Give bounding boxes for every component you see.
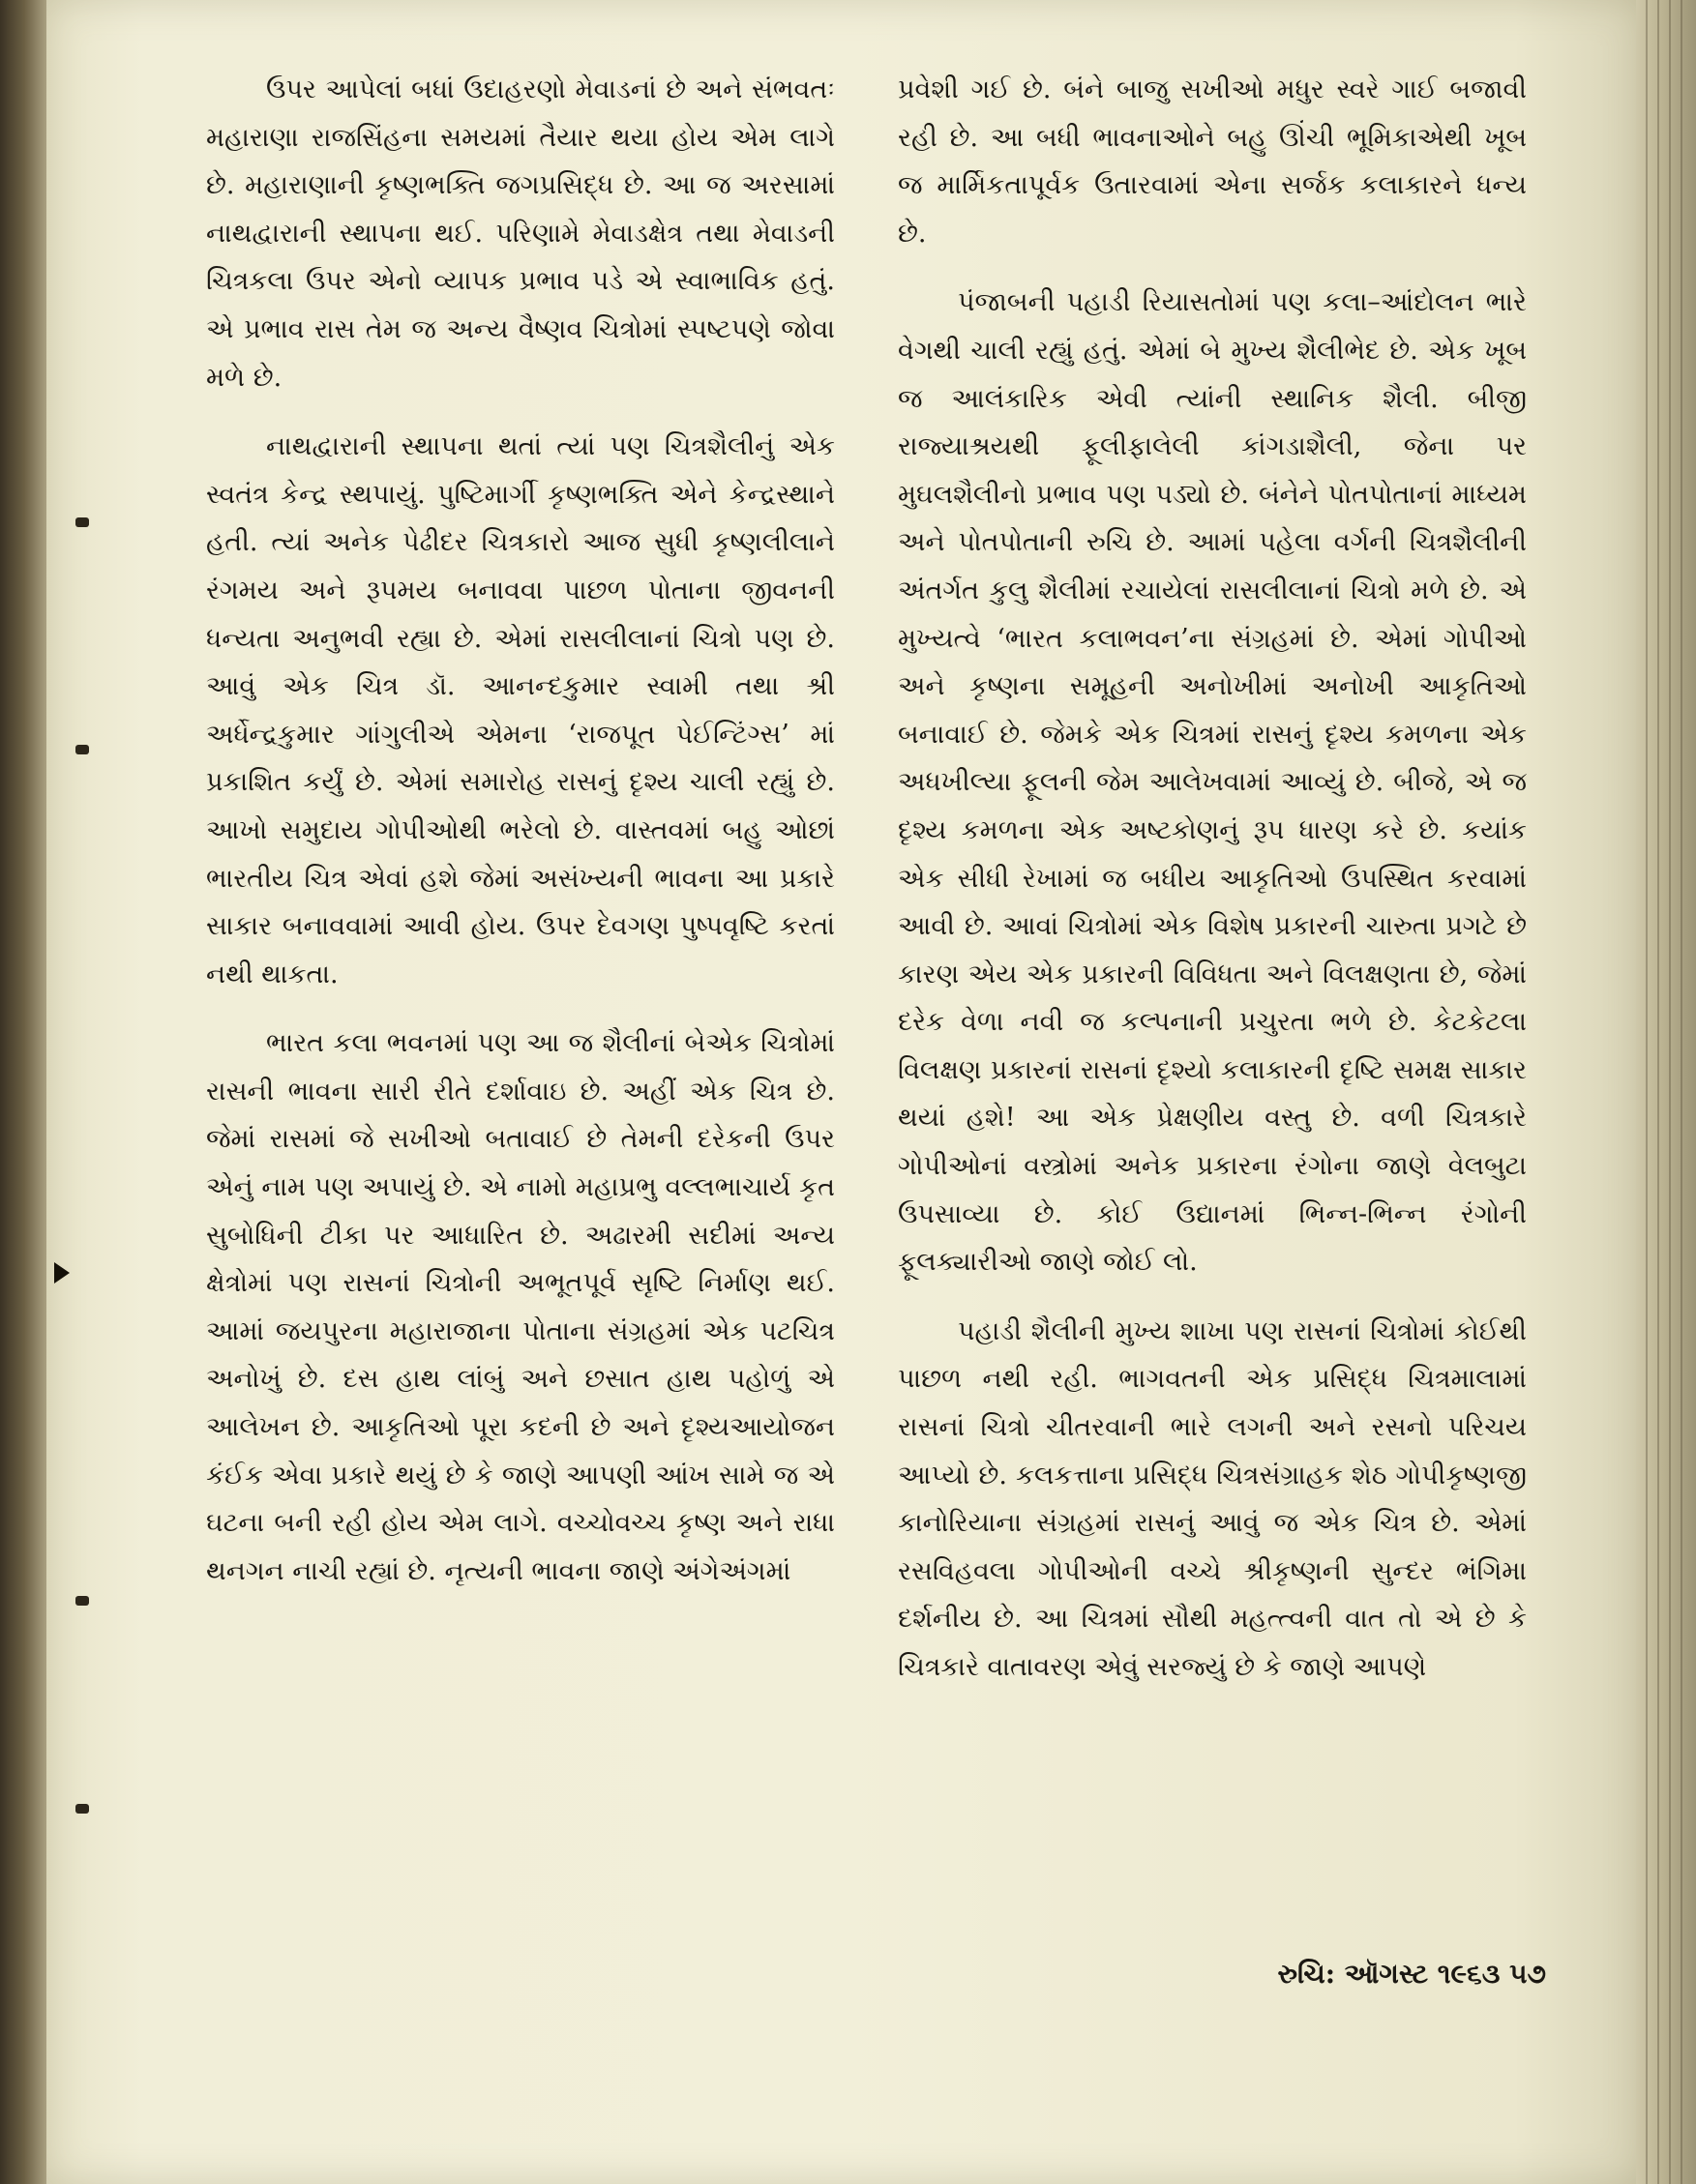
paragraph: પ્રવેશી ગઈ છે. બંને બાજુ સખીઓ મધુર સ્વરે ગાઈ બજાવી રહી છે. આ બધી ભાવનાઓને બહુ ઊંચી ભૂમિકાએથી ખૂબ જ માર્મિકતાપૂર્વક ઉતારવામાં એના સર્જક કલાકારને ધન્ય છે. — [898, 74, 1527, 249]
paragraph: ભારત કલા ભવનમાં પણ આ જ શૈલીનાં બેએક ચિત્રોમાં રાસની ભાવના સારી રીતે દર્શાવાઇ છે. અહીં એક ચિત્ર છે. જેમાં રાસમાં જે સખીઓ બતાવાઈ છે તેમની દરેકની ઉપર એનું નામ પણ અપાયું છે. એ નામો મહાપ્રભુ વલ્લભાચાર્ય કૃત સુબોધિની ટીકા પર આધારિત છે. અઢારમી સદીમાં અન્ય ક્ષેત્રોમાં પણ રાસનાં ચિત્રોની અભૂતપૂર્વ સૃષ્ટિ નિર્માણ થઈ. આમાં જયપુરના મહારાજાના પોતાના સંગ્રહમાં એક પટચિત્ર અનોખું છે. દસ હાથ લાંબું અને છસાત હાથ પહોળું એ આલેખન છે. આકૃતિઓ પૂરા કદની છે અને દૃશ્યઆયોજન કંઈક એવા પ્રકારે થયું છે કે જાણે આપણી આંખ સામે જ એ ઘટના બની રહી હોય એમ લાગે. વચ્ચોવચ્ચ કૃષ્ણ અને રાધા થનગન નાચી રહ્યાં છે. નૃત્યની ભાવના જાણે અંગેઅંગમાં — [206, 1028, 835, 1586]
paragraph: પંજાબની પહાડી રિયાસતોમાં પણ કલા–આંદોલન ભારે વેગથી ચાલી રહ્યું હતું. એમાં બે મુખ્ય શૈલીભેદ છે. એક ખૂબ જ આલંકારિક એવી ત્યાંની સ્થાનિક શૈલી. બીજી રાજ્યાશ્રયથી ફૂલીફાલેલી કાંગડાશૈલી, જેના પર મુઘલશૈલીનો પ્રભાવ પણ પડ્યો છે. બંનેને પોતપોતાનાં માધ્યમ અને પોતપોતાની રુચિ છે. આમાં પહેલા વર્ગની ચિત્રશૈલીની અંતર્ગત કુલુ શૈલીમાં રચાયેલાં રાસલીલાનાં ચિત્રો મળે છે. એ મુખ્યત્વે ‘ભારત કલાભવન’ના સંગ્રહમાં છે. એમાં ગોપીઓ અને કૃષ્ણના સમૂહની અનોખીમાં અનોખી આકૃતિઓ બનાવાઈ છે. જેમકે એક ચિત્રમાં રાસનું દૃશ્ય કમળના એક અધખીલ્યા ફૂલની જેમ આલેખવામાં આવ્યું છે. બીજે, એ જ દૃશ્ય કમળના એક અષ્ટકોણનું રૂપ ધારણ કરે છે. કયાંક એક સીધી રેખામાં જ બધીય આકૃતિઓ ઉપસ્થિત કરવામાં આવી છે. આવાં ચિત્રોમાં એક વિશેષ પ્રકારની ચારુતા પ્રગટે છે કારણ એય એક પ્રકારની વિવિધતા અને વિલક્ષણતા છે, જેમાં દરેક વેળા નવી જ કલ્પનાની પ્રચુરતા ભળે છે. કેટકેટલા વિલક્ષણ પ્રકારનાં રાસનાં દૃશ્યો કલાકારની દૃષ્ટિ સમક્ષ સાકાર થયાં હશે! આ એક પ્રેક્ષણીય વસ્તુ છે. વળી ચિત્રકારે ગોપીઓનાં વસ્ત્રોમાં અનેક પ્રકારના રંગોના જાણે વેલબુટા ઉપસાવ્યા છે. કોઈ ઉદ્યાનમાં ભિન્ન-ભિન્ન રંગોની ફૂલક્યારીઓ જાણે જોઈ લો. — [898, 287, 1527, 1278]
paragraph: પહાડી શૈલીની મુખ્ય શાખા પણ રાસનાં ચિત્રોમાં કોઈથી પાછળ નથી રહી. ભાગવતની એક પ્રસિદ્ધ ચિત્રમાલામાં રાસનાં ચિત્રો ચીતરવાની ભારે લગની અને રસનો પરિચય આપ્યો છે. કલકત્તાના પ્રસિદ્ધ ચિત્રસંગ્રાહક શેઠ ગોપીકૃષ્ણજી કાનોરિયાના સંગ્રહમાં રાસનું આવું જ એક ચિત્ર છે. એમાં રસવિહવલા ગોપીઓની વચ્ચે શ્રીકૃષ્ણની સુન્દર ભંગિમા દર્શનીય છે. આ ચિત્રમાં સૌથી મહત્ત્વની વાત તો એ છે કે ચિત્રકારે વાતાવરણ એવું સરજ્યું છે કે જાણે આપણે — [898, 1315, 1527, 1682]
binding-hole — [75, 745, 89, 754]
binding-tab-marker — [54, 1262, 70, 1284]
binding-hole — [75, 517, 89, 527]
paragraph: નાથદ્વારાની સ્થાપના થતાં ત્યાં પણ ચિત્રશૈલીનું એક સ્વતંત્ર કેન્દ્ર સ્થપાયું. પુષ્ટિમાર્ગી કૃષ્ણભક્તિ એને કેન્દ્રસ્થાને હતી. ત્યાં અનેક પેઢીદર ચિત્રકારો આજ સુધી કૃષ્ણલીલાને રંગમય અને રૂપમય બનાવવા પાછળ પોતાના જીવનની ધન્યતા અનુભવી રહ્યા છે. એમાં રાસલીલાનાં ચિત્રો પણ છે. આવું એક ચિત્ર ડૉ. આનન્દકુમાર સ્વામી તથા શ્રી અર્ધેન્દ્રકુમાર ગાંગુલીએ એમના ‘રાજપૂત પેઈન્ટિંગ્સ’ માં પ્રકાશિત કર્યું છે. એમાં સમારોહ રાસનું દૃશ્ય ચાલી રહ્યું છે. આખો સમુદાય ગોપીઓથી ભરેલો છે. વાસ્તવમાં બહુ ઓછાં ભારતીય ચિત્ર એવાં હશે જેમાં અસંખ્યની ભાવના આ પ્રકારે સાકાર બનાવવામાં આવી હોય. ઉપર દેવગણ પુષ્પવૃષ્ટિ કરતાં નથી થાકતા. — [206, 431, 835, 989]
right-text-column — [898, 66, 1527, 1713]
binding-hole — [75, 1804, 89, 1814]
page-footer: રુચિ: ઑગસ્ટ ૧૯૬૩ ૫૭ — [1277, 1958, 1546, 1990]
paragraph: ઉપર આપેલાં બધાં ઉદાહરણો મેવાડનાં છે અને સંભવતઃ મહારાણા રાજસિંહના સમયમાં તૈયાર થયા હોય એમ લાગે છે. મહારાણાની કૃષ્ણભક્તિ જગપ્રસિદ્ધ છે. આ જ અરસામાં નાથદ્વારાની સ્થાપના થઈ. પરિણામે મેવાડક્ષેત્ર તથા મેવાડની ચિત્રકલા ઉપર એનો વ્યાપક પ્રભાવ પડે એ સ્વાભાવિક હતું. એ પ્રભાવ રાસ તેમ જ અન્ય વૈષ્ણવ ચિત્રોમાં સ્પષ્ટપણે જોવા મળે છે. — [206, 74, 835, 393]
binding-hole — [75, 1596, 89, 1606]
page-stack-edge — [1636, 0, 1696, 2184]
left-text-column — [206, 66, 835, 1616]
magazine-page — [46, 0, 1643, 2184]
